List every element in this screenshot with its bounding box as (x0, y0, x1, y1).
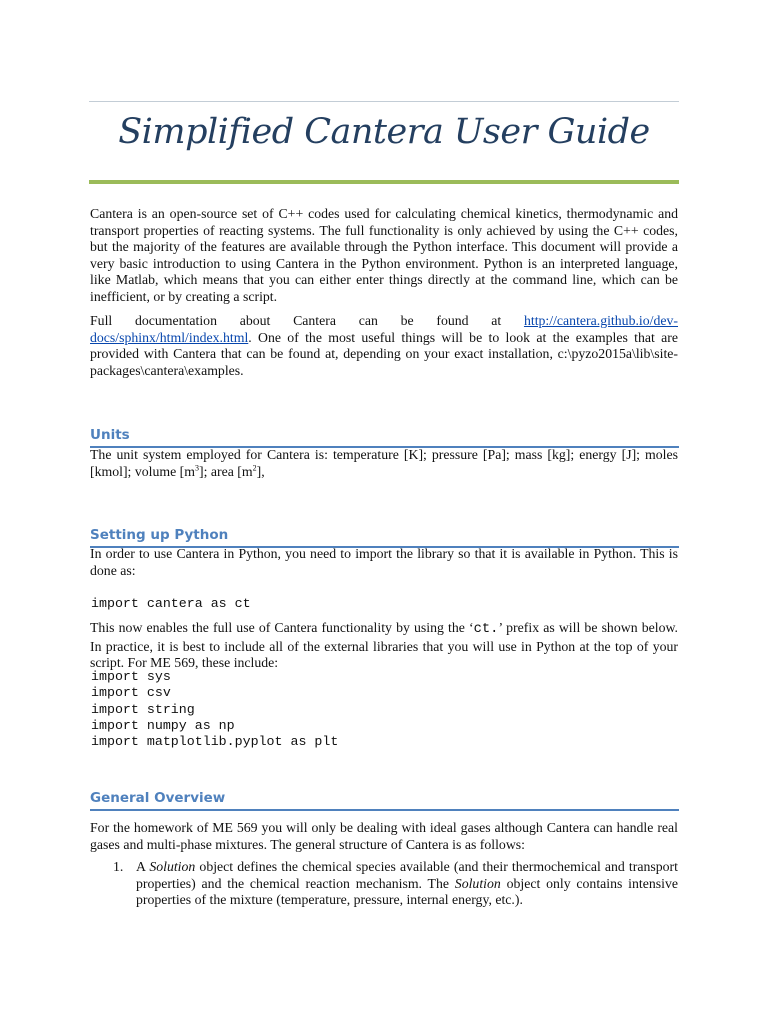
units-superscript-area: 2 (252, 462, 257, 472)
documentation-link[interactable]: http://cantera.github.io/dev-docs/sphinx/html/index.html (90, 313, 678, 345)
import-line: import csv (91, 685, 171, 701)
setup-text-a: This now enables the full use of Cantera functionality by using the ‘ (90, 620, 474, 635)
list-text-a: A (136, 859, 150, 874)
units-superscript-volume: 3 (195, 462, 199, 472)
import-line: import numpy as np (91, 717, 235, 733)
document-title: Simplified Cantera User Guide (118, 112, 650, 152)
intro-paragraph: Cantera is an open-source set of C++ codes used for calculating chemical kinetics, thermodynamic and transport properties of reacting systems. The full functionality is only achieved by using the C++ codes, but the majority of the features are available through the Python interface. This document will provide a very basic introduction to using Cantera in the Python environment. Python is an interpreted language, like Matlab, which means that you can either enter things directly at the command line, which can be inefficient, or by creating a script. (90, 206, 678, 304)
list-item-text (136, 859, 678, 909)
examples-text: . One of the most useful things will be to look at the examples that are provided with Cantera that can be found at, depending on your exact installation, c:\pyzo2015a\lib\site-packages\cantera\examples. (90, 329, 678, 378)
import-line: import string (91, 701, 195, 717)
title-bottom-rule (89, 180, 679, 184)
import-cantera-code: import cantera as ct (91, 596, 251, 611)
solution-term: Solution (149, 859, 196, 874)
ct-prefix-code: ct. (473, 622, 499, 637)
units-heading: Units (90, 427, 679, 448)
list-item (90, 859, 678, 909)
list-text-c: object only contains intensive properties of the mixture (temperature, pressure, internal energy, etc.). (136, 875, 678, 907)
units-text-b: ]; area [m (199, 463, 253, 479)
units-paragraph (90, 447, 678, 480)
setup-heading: Setting up Python (90, 527, 679, 548)
list-number: 1. (113, 859, 124, 874)
setup-paragraph-2 (90, 620, 678, 672)
setup-text-b: ’ prefix as will be shown below. In practice, it is best to include all of the external libraries that you will use in Python at the top of your script. For ME 569, these include: (90, 620, 678, 670)
units-text-c: ], (256, 463, 265, 479)
overview-paragraph: For the homework of ME 569 you will only be dealing with ideal gases although Cantera can handle real gases and multi-phase mixtures. The general structure of Cantera is as follows: (90, 820, 678, 852)
overview-heading: General Overview (90, 790, 679, 811)
import-line: import matplotlib.pyplot as plt (91, 734, 339, 750)
solution-term: Solution (454, 875, 501, 891)
setup-paragraph: In order to use Cantera in Python, you need to import the library so that it is available in Python. This is done as: (90, 546, 678, 578)
units-text-a: The unit system employed for Cantera is: temperature [K]; pressure [Pa]; mass [kg]; energy [J]; moles [kmol]; volume [m (90, 447, 678, 479)
import-line: import sys (91, 669, 171, 684)
title-top-rule (89, 101, 679, 102)
list-text-b: object defines the chemical species available (and their thermochemical and transport properties) and the chemical reaction mechanism. The (136, 859, 678, 891)
documentation-text: Full documentation about Cantera can be found at (90, 313, 524, 328)
imports-code-block (91, 669, 679, 750)
documentation-paragraph (90, 313, 678, 379)
